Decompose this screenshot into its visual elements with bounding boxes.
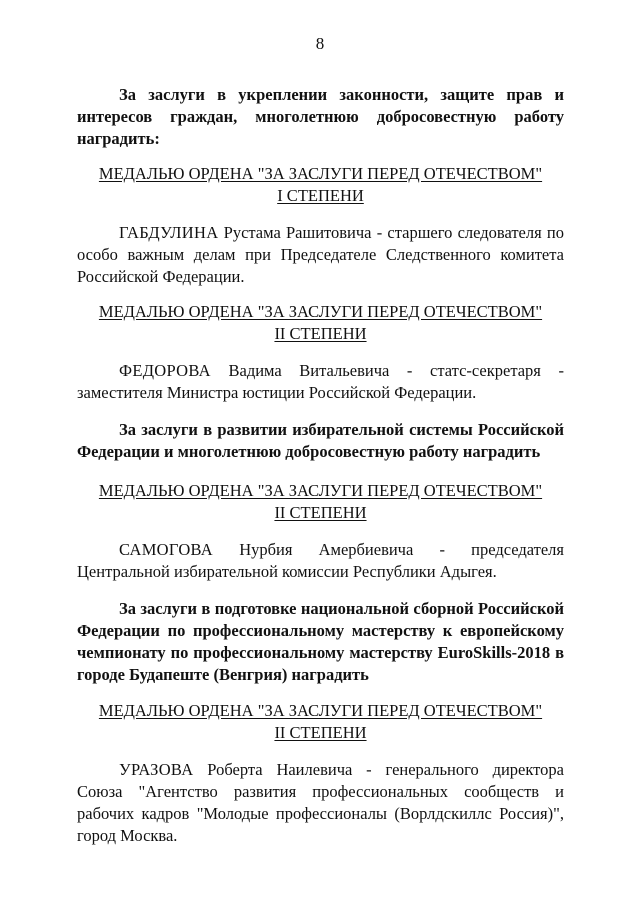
award-title: [77, 480, 564, 524]
recipient-surname: УРАЗОВА: [119, 760, 194, 779]
award-grounds: За заслуги в развитии избирательной системы Российской Федерации и многолетнюю добросовестную работу наградить: [77, 420, 564, 461]
recipient-surname: ГАБДУЛИНА: [119, 223, 219, 242]
award-title-line: МЕДАЛЬЮ ОРДЕНА "ЗА ЗАСЛУГИ ПЕРЕД ОТЕЧЕСТВОМ": [98, 481, 543, 500]
award-title: [77, 700, 564, 744]
recipient-paragraph: [77, 360, 564, 404]
award-title-line: МЕДАЛЬЮ ОРДЕНА "ЗА ЗАСЛУГИ ПЕРЕД ОТЕЧЕСТВОМ": [98, 701, 543, 720]
award-title-line: МЕДАЛЬЮ ОРДЕНА "ЗА ЗАСЛУГИ ПЕРЕД ОТЕЧЕСТВОМ": [98, 164, 543, 183]
award-degree: II СТЕПЕНИ: [274, 503, 367, 522]
award-grounds: За заслуги в укреплении законности, защите прав и интересов граждан, многолетнюю добросовестную работу наградить:: [77, 85, 564, 148]
recipient-surname: ФЕДОРОВА: [119, 361, 211, 380]
recipient-details: Роберта Наилевича - генерального директора Союза "Агентство развития профессиональных сообществ и рабочих кадров "Молодые профессионалы (Ворлдскиллс Россия)", город Москва.: [77, 760, 565, 845]
recipient-details: Рустама Рашитовича - старшего следователя по особо важным делам при Председателе Следственного комитета Российской Федерации.: [77, 223, 564, 286]
recipient-surname: САМОГОВА: [119, 540, 214, 559]
award-degree: II СТЕПЕНИ: [274, 324, 367, 343]
recipient-paragraph: [77, 759, 564, 847]
recipient-details: Нурбия Амербиевича - председателя Центральной избирательной комиссии Республики Адыгея.: [77, 540, 564, 581]
recipient-details: Вадима Витальевича - статс-секретаря - заместителя Министра юстиции Российской Федерации.: [77, 361, 564, 402]
award-degree: I СТЕПЕНИ: [277, 186, 364, 205]
award-grounds: За заслуги в подготовке национальной сборной Российской Федерации по профессиональному мастерству к европейскому чемпионату по профессиональному мастерству EuroSkills-2018 в городе Будапеште (Венгрия) наградить: [77, 599, 564, 684]
award-title: [77, 163, 564, 207]
page-number: 8: [315, 34, 325, 53]
award-title: [77, 301, 564, 345]
recipient-paragraph: [77, 222, 564, 288]
recipient-paragraph: [77, 539, 564, 583]
award-degree: II СТЕПЕНИ: [274, 723, 367, 742]
award-title-line: МЕДАЛЬЮ ОРДЕНА "ЗА ЗАСЛУГИ ПЕРЕД ОТЕЧЕСТВОМ": [98, 302, 543, 321]
